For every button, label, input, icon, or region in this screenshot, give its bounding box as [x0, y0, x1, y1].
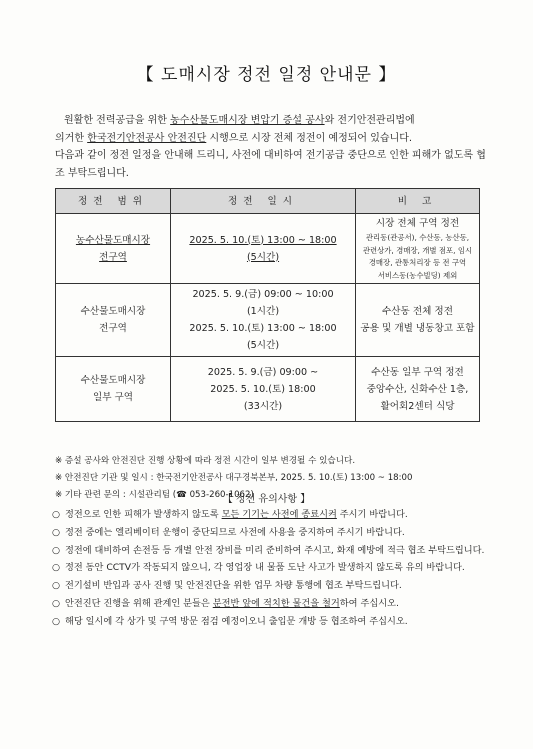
circle-bullet-icon: ○ [52, 526, 61, 538]
scope-cell: 수산물도매시장 전구역 [56, 284, 171, 357]
underlined-text: 농수산물도매시장 변압기 증설 공사 [170, 115, 325, 126]
datetime-cell: 2025. 5. 10.(토) 13:00 ~ 18:00 (5시간) [171, 214, 356, 284]
underlined-text: 한국전기안전공사 안전진단 [87, 132, 207, 144]
circle-bullet-icon: ○ [52, 580, 61, 592]
circle-bullet-icon: ○ [52, 562, 61, 574]
list-item: ○ 안전진단 진행을 위해 관계인 분들은 분전반 앞에 적치한 물건을 철거하여 주십시오. [52, 595, 492, 613]
intro-line-2: 다음과 같이 정전 일정을 안내해 드리니, 사전에 대비하여 전기공급 중단으로 인한 피해가 없도록 협조 부탁드립니다. [55, 150, 486, 179]
table-row [56, 284, 480, 357]
list-item: ○ 정전에 대비하여 손전등 등 개별 안전 장비를 미리 준비하여 주시고, 화재 예방에 적극 협조 부탁드립니다. [52, 542, 492, 560]
underlined-text: 모든 기기는 사전에 종료시켜 [221, 509, 337, 520]
circle-bullet-icon: ○ [52, 544, 61, 556]
intro-line-1: 원활한 전력공급을 위한 농수산물도매시장 변압기 증설 공사와 전기안전관리법에 의거한 한국전기안전공사 안전진단 시행으로 시장 전체 정전이 예정되어 있습니다. [55, 115, 415, 144]
underlined-text: 분전반 앞에 적치한 물건을 철거 [212, 597, 340, 609]
list-item: ○ 전기설비 반입과 공사 진행 및 안전진단을 위한 업무 차량 통행에 협조 부탁드립니다. [52, 577, 492, 595]
circle-bullet-icon: ○ [52, 509, 61, 520]
scope-cell: 농수산물도매시장 전구역 [56, 214, 171, 284]
list-item: ○ 정전 중에는 엘리베이터 운행이 중단되므로 사전에 사용을 중지하여 주시기 바랍니다. [52, 524, 492, 542]
outage-schedule-table [55, 188, 480, 422]
circle-bullet-icon: ○ [52, 597, 61, 609]
footnote: ※ 안전진단 기관 및 일시 : 한국전기안전공사 대구경북본부, 2025. 5. 10.(토) 13:00 ~ 18:00 [55, 473, 413, 483]
table-header-row [56, 189, 480, 214]
remarks-cell: 시장 전체 구역 정전 관리동(관공서), 수산동, 농산동, 관련상가, 경매장, 개별 점포, 임시 경매장, 관통처리장 등 전 구역 서비스동(농수빌딩) 제외 [356, 214, 480, 284]
table-row [56, 214, 480, 284]
page-title: 【 도매시장 정전 일정 안내문 】 [136, 65, 397, 85]
header-datetime: 정전 일시 [171, 189, 356, 214]
footnote: ※ 기타 관련 문의 : 시설관리팀 (☎ 053-260-1062) [55, 490, 254, 500]
remarks-cell: 수산동 전체 정전 공용 및 개별 냉동창고 포함 [356, 284, 480, 357]
datetime-cell: 2025. 5. 9.(금) 09:00 ~ 2025. 5. 10.(토) 18:00 (33시간) [171, 357, 356, 422]
remarks-cell: 수산동 일부 구역 정전 중앙수산, 신화수산 1층, 활어회2센터 식당 [356, 357, 480, 422]
caution-section-title: 【 정전 유의사항 】 [222, 494, 311, 505]
header-remarks: 비 고 [356, 189, 480, 214]
header-scope: 정전 범위 [56, 189, 171, 214]
datetime-cell: 2025. 5. 9.(금) 09:00 ~ 10:00 (1시간) 2025. 5. 10.(토) 13:00 ~ 18:00 (5시간) [171, 284, 356, 357]
scope-cell: 수산물도매시장 일부 구역 [56, 357, 171, 422]
list-item: ○ 해당 일시에 각 상가 및 구역 방문 점검 예정이오니 출입문 개방 등 협조하여 주십시오. [52, 613, 492, 631]
intro-paragraph [55, 112, 493, 182]
list-item: ○ 정전으로 인한 피해가 발생하지 않도록 모든 기기는 사전에 종료시켜 주시기 바랍니다. [52, 506, 492, 524]
table-row [56, 357, 480, 422]
circle-bullet-icon: ○ [52, 615, 61, 627]
footnote: ※ 증설 공사와 안전진단 진행 상황에 따라 정전 시간이 일부 변경될 수 있습니다. [55, 456, 356, 466]
list-item: ○ 정전 동안 CCTV가 작동되지 않으니, 각 영업장 내 물품 도난 사고가 발생하지 않도록 유의 바랍니다. [52, 559, 492, 577]
caution-list [52, 506, 492, 631]
